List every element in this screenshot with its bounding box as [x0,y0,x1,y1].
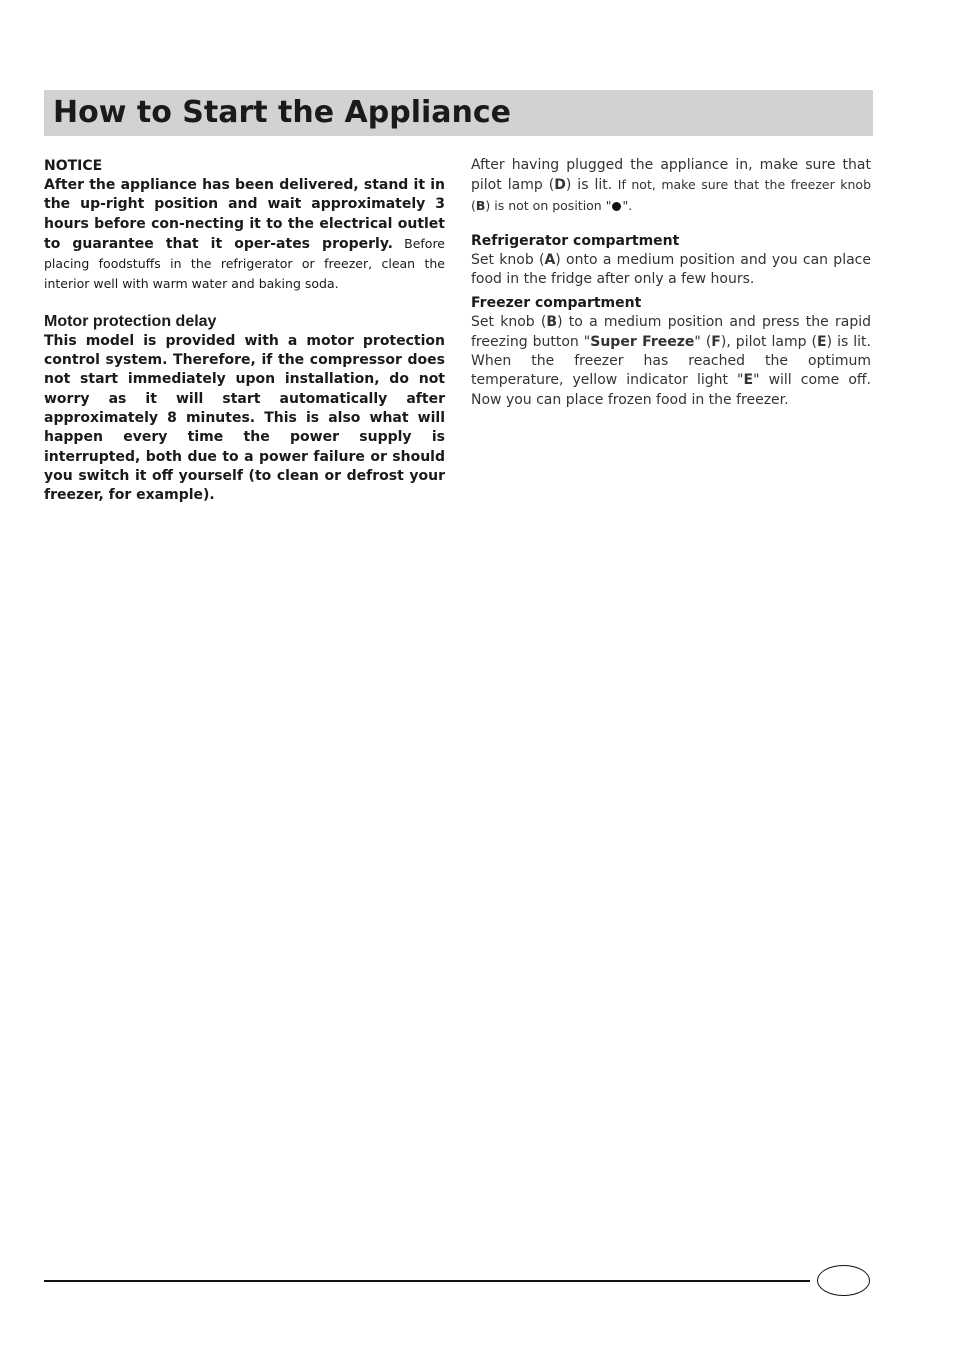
intro-paragraph [471,156,871,216]
freezer-label-superfreeze: Super Freeze [590,333,695,350]
fridge-text-1: Set knob ( [471,251,545,268]
freezer-label-f: F [711,333,721,350]
page-number-oval [817,1265,870,1296]
motor-heading: Motor protection delay [44,312,217,330]
freezer-heading: Freezer compartment [471,295,642,312]
fridge-text-2: ) onto a medium position and you can place food in the fridge after only a few hours. [471,251,871,288]
freezer-label-b: B [546,314,558,331]
notice-paragraph [44,176,445,295]
notice-normal-text: Before placing foodstuffs in the refrigerator or freezer, clean the interior well with warm water and baking soda. [44,235,445,292]
notice-bold-text: After the appliance has been delivered, stand it in the up-right position and wait approximately 3 hours before con-necting it to the electrical outlet to guarantee that it oper-ates properly. [44,177,445,252]
intro-label-d: D [554,177,566,194]
freezer-label-e2: E [743,372,754,389]
fridge-label-a: A [544,251,556,268]
right-column [471,156,871,410]
freezer-text-1: Set knob ( [471,314,547,331]
motor-paragraph: This model is provided with a motor protection control system. Therefore, if the compressor does not start immediately upon installation, do not worry as it will start automatically after approximately 8 minutes. This is also what will happen every time the power supply is interrupted, both due to a power failure or should you switch it off yourself (to clean or defrost your freezer, for example). [44,332,445,504]
fridge-paragraph [471,251,871,290]
notice-heading: NOTICE [44,158,103,174]
intro-text-4: ) is not on position " [485,197,612,213]
freezer-text-4: ), pilot lamp ( [720,333,818,350]
footer-rule [44,1280,810,1282]
left-column [44,156,445,505]
intro-text-5: ". [622,197,633,213]
freezer-text-5: ) is lit. When the freezer has reached the optimum temperature, yellow indicator light " [471,333,871,389]
intro-text-1: After having plugged the appliance in, make sure that pilot lamp ( [471,157,871,194]
dot-position-icon [612,202,621,211]
fridge-heading: Refrigerator compartment [471,232,680,249]
freezer-text-6: " will come off. Now you can place frozen food in the freezer. [471,372,871,408]
freezer-label-e: E [817,333,827,350]
intro-label-b: B [475,197,486,213]
title-bar [44,90,873,136]
page-title: How to Start the Appliance [53,95,511,130]
intro-text-2: ) is lit. [565,177,613,194]
freezer-text-3: " ( [694,333,712,350]
intro-text-3: If not, make sure that the freezer knob ( [471,177,872,213]
freezer-text-2: ) to a medium position and press the rapid freezing button " [471,314,871,350]
freezer-paragraph [471,313,871,409]
